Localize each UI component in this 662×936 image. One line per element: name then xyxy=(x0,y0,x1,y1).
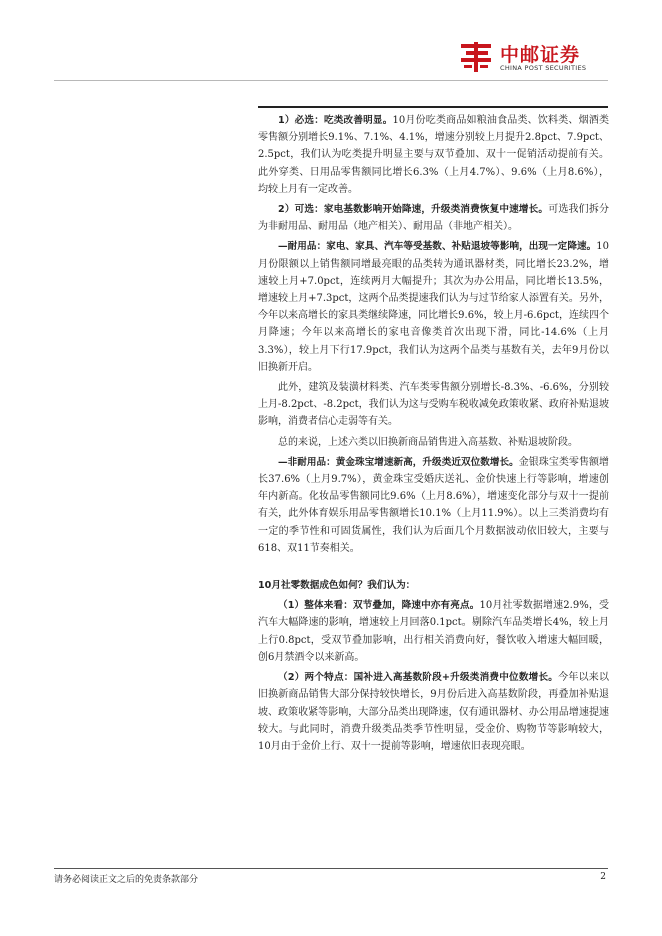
paragraph-text: 总的来说，上述六类以旧换新商品销售进入高基数、补贴退坡阶段。 xyxy=(278,436,578,448)
footer-divider xyxy=(54,868,608,869)
china-post-logo-icon xyxy=(458,38,494,74)
paragraph-heading: （2）两个特点：国补进入高基数阶段+升级类消费中位数增长。 xyxy=(278,672,559,684)
paragraph-text: 10月份吃类商品如粮油食品类、饮料类、烟酒类零售额分别增长9.1%、7.1%、4.1%，增速分别较上月提升2.8pct、7.9pct、2.5pct，我们认为吃类提升明显主要与双节叠加、双十一促销活动提前有关。此外穿类、日用品零售额同比增长6.3%（上月4.7%）、9.6%（上月8.6%），均较上月有一定改善。 xyxy=(258,115,609,195)
paragraph-text: 10月社零数据增速2.9%，受汽车大幅降速的影响，增速较上月回落0.1pct。剔除汽车品类增长4%，较上月上行0.8pct，受双节叠加影响，出行相关消费向好，餐饮收入增速大幅回暖，创6月禁酒令以来新高。 xyxy=(258,600,609,663)
report-body xyxy=(258,112,609,758)
paragraph xyxy=(258,112,609,198)
paragraph-text: 今年以来以旧换新商品销售大部分保持较快增长，9月份后进入高基数阶段，再叠加补贴退坡、政策收紧等影响，大部分品类出现降速，仅有通讯器材、办公用品增速提速较大。与此同时，消费升级类品类季节性明显，受金价、购物节等影响较大，10月由于金价上行、双十一提前等影响，增速依旧表现亮眼。 xyxy=(258,672,610,752)
content-top-rule xyxy=(258,106,608,108)
company-name-en: CHINA POST SECURITIES xyxy=(500,64,587,72)
paragraph xyxy=(258,379,609,431)
paragraph-heading: 1）必选：吃类改善明显。 xyxy=(278,115,393,126)
paragraph xyxy=(258,238,609,376)
page-number: 2 xyxy=(600,872,606,882)
paragraph-text: 10月份限额以上销售额同增最亮眼的品类转为通讯器材类，同比增长23.2%，增速较上月+7.0pct，连续两月大幅提升；其次为办公用品，同比增长13.5%，增速较上月+7.3pct，这两个品类提速我们认为与过节给家人添置有关。另外，今年以来高增长的家具类继续降速，同比增长9.6%，较上月-6.6pct，连续四个月降速；今年以来高增长的家电音像类首次出现下滑，同比-14.6%（上月3.3%），较上月下行17.9pct，我们认为这两个品类与基数有关，去年9月份以旧换新开启。 xyxy=(258,241,609,373)
paragraph-text: 金银珠宝类零售额增长37.6%（上月9.7%），黄金珠宝受婚庆送礼、金价快速上行等影响，增速创年内新高。化妆品零售额同比9.6%（上月8.6%），增速变化部分与双十一提前有关，此外体育娱乐用品零售额增长10.1%（上月11.9%）。以上三类消费均有一定的季节性和可固货属性，我们认为后面几个月数据波动依旧较大，主要与618、双11节奏相关。 xyxy=(258,456,610,554)
paragraph-heading: （1）整体来看：双节叠加，降速中亦有亮点。 xyxy=(278,600,480,612)
paragraph-heading: —非耐用品：黄金珠宝增速新高，升级类近双位数增长。 xyxy=(278,456,519,468)
company-logo xyxy=(458,38,608,74)
company-name-cn: 中邮证券 xyxy=(500,44,581,66)
paragraph xyxy=(258,669,609,755)
paragraph-text: 可选我们拆分为非耐用品、耐用品（地产相关）、耐用品（非地产相关）。 xyxy=(258,204,609,233)
header-divider xyxy=(54,80,608,81)
paragraph-heading: 10月社零数据成色如何？我们认为： xyxy=(258,580,416,592)
paragraph xyxy=(258,577,609,594)
paragraph xyxy=(258,201,609,235)
paragraph xyxy=(258,597,609,666)
paragraph xyxy=(258,434,609,451)
footer-disclaimer: 请务必阅读正文之后的免责条款部分 xyxy=(54,875,199,885)
paragraph xyxy=(258,454,609,557)
paragraph-text: 此外，建筑及装潢材料类、汽车类零售额分别增长-8.3%、-6.6%，分别较上月-8.2pct、-8.2pct，我们认为这与受购车税收减免政策收紧、政府补贴退坡影响，消费者信心走弱等有关。 xyxy=(258,382,609,428)
paragraph-heading: 2）可选：家电基数影响开始降速，升级类消费恢复中速增长。 xyxy=(278,204,549,216)
paragraph-heading: —耐用品：家电、家具、汽车等受基数、补贴退坡等影响，出现一定降速。 xyxy=(278,241,597,253)
